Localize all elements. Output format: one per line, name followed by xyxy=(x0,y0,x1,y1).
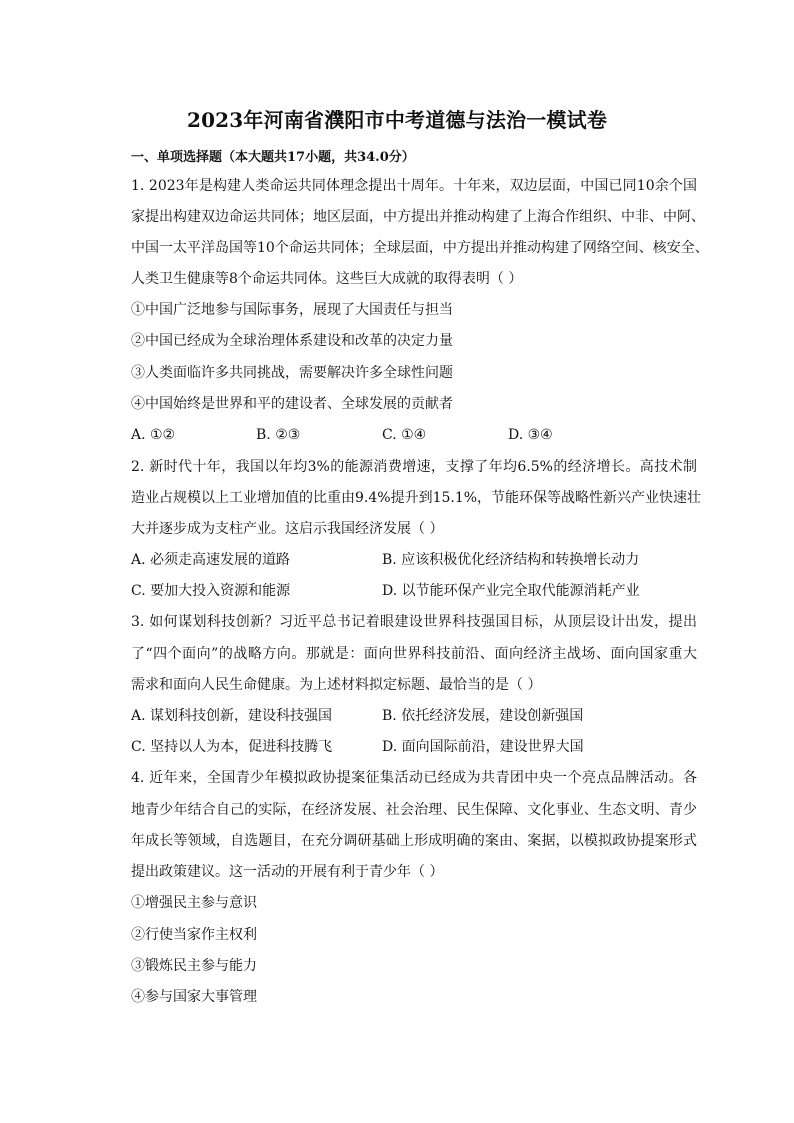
page-title: 2023年河南省濮阳市中考道德与法治一模试卷 xyxy=(186,108,608,132)
q2-line: 大并逐步成为支柱产业。这启示我国经济发展（ ） xyxy=(131,521,444,537)
q3-option-d: D. 面向国际前沿，建设世界大国 xyxy=(382,739,584,755)
q3-option-c: C. 坚持以人为本，促进科技腾飞 xyxy=(131,739,333,755)
q3-option-b: B. 依托经济发展，建设创新强国 xyxy=(382,708,584,724)
q1-option-b: B. ②③ xyxy=(256,427,301,443)
q1-line: 1. 2023年是构建人类命运共同体理念提出十周年。十年来，双边层面，中国已同10余个国 xyxy=(131,178,697,194)
q1-statement: ③人类面临许多共同挑战，需要解决许多全球性问题 xyxy=(131,365,453,381)
q3-option-a: A. 谋划科技创新，建设科技强国 xyxy=(131,708,333,724)
q3-line: 了“四个面向”的战略方向。那就是：面向世界科技前沿、面向经济主战场、面向国家重大 xyxy=(131,646,697,662)
q1-statement: ②中国已经成为全球治理体系建设和改革的决定力量 xyxy=(131,333,453,349)
q1-line: 中国一太平洋岛国等10个命运共同体；全球层面，中方提出并推动构建了网络空间、核安全、 xyxy=(131,240,709,256)
section-heading: 一、单项选择题（本大题共17小题，共34.0分） xyxy=(131,150,415,165)
q4-statement: ③锻炼民主参与能力 xyxy=(131,958,257,974)
q3-line: 3. 如何谋划科技创新？习近平总书记着眼建设世界科技强国目标，从顶层设计出发，提出 xyxy=(131,614,697,630)
q1-statement: ④中国始终是世界和平的建设者、全球发展的贡献者 xyxy=(131,396,453,412)
q2-option-b: B. 应该积极优化经济结构和转换增长动力 xyxy=(382,552,640,568)
q4-statement: ④参与国家大事管理 xyxy=(131,989,257,1005)
q4-statement: ①增强民主参与意识 xyxy=(131,895,257,911)
q1-option-c: C. ①④ xyxy=(382,427,427,443)
q2-line: 2. 新时代十年，我国以年均3%的能源消费增速，支撑了年均6.5%的经济增长。高技术制 xyxy=(131,459,697,475)
q2-option-c: C. 要加大投入资源和能源 xyxy=(131,583,291,599)
q1-option-d: D. ③④ xyxy=(508,427,553,443)
q4-line: 提出政策建议。这一活动的开展有利于青少年（ ） xyxy=(131,864,444,880)
q1-option-a: A. ①② xyxy=(131,427,176,443)
q2-line: 造业占规模以上工业增加值的比重由9.4%提升到15.1%，节能环保等战略性新兴产业快速壮 xyxy=(131,490,702,506)
q4-line: 地青少年结合自己的实际，在经济发展、社会治理、民生保障、文化事业、生态文明、青少 xyxy=(131,802,697,818)
q4-line: 年成长等领域，自选题目，在充分调研基础上形成明确的案由、案据，以模拟政协提案形式 xyxy=(131,833,697,849)
q1-statement: ①中国广泛地参与国际事务，展现了大国责任与担当 xyxy=(131,302,453,318)
q4-line: 4. 近年来，全国青少年模拟政协提案征集活动已经成为共青团中央一个亮点品牌活动。各 xyxy=(131,770,697,786)
q3-line: 需求和面向人民生命健康。为上述材料拟定标题、最恰当的是（ ） xyxy=(131,677,542,693)
q1-line: 家提出构建双边命运共同体；地区层面，中方提出并推动构建了上海合作组织、中非、中阿、 xyxy=(131,209,705,225)
q2-option-d: D. 以节能环保产业完全取代能源消耗产业 xyxy=(382,583,640,599)
q4-statement: ②行使当家作主权利 xyxy=(131,927,257,943)
q1-line: 人类卫生健康等8个命运共同体。这些巨大成就的取得表明（ ） xyxy=(131,271,523,287)
q2-option-a: A. 必须走高速发展的道路 xyxy=(131,552,291,568)
